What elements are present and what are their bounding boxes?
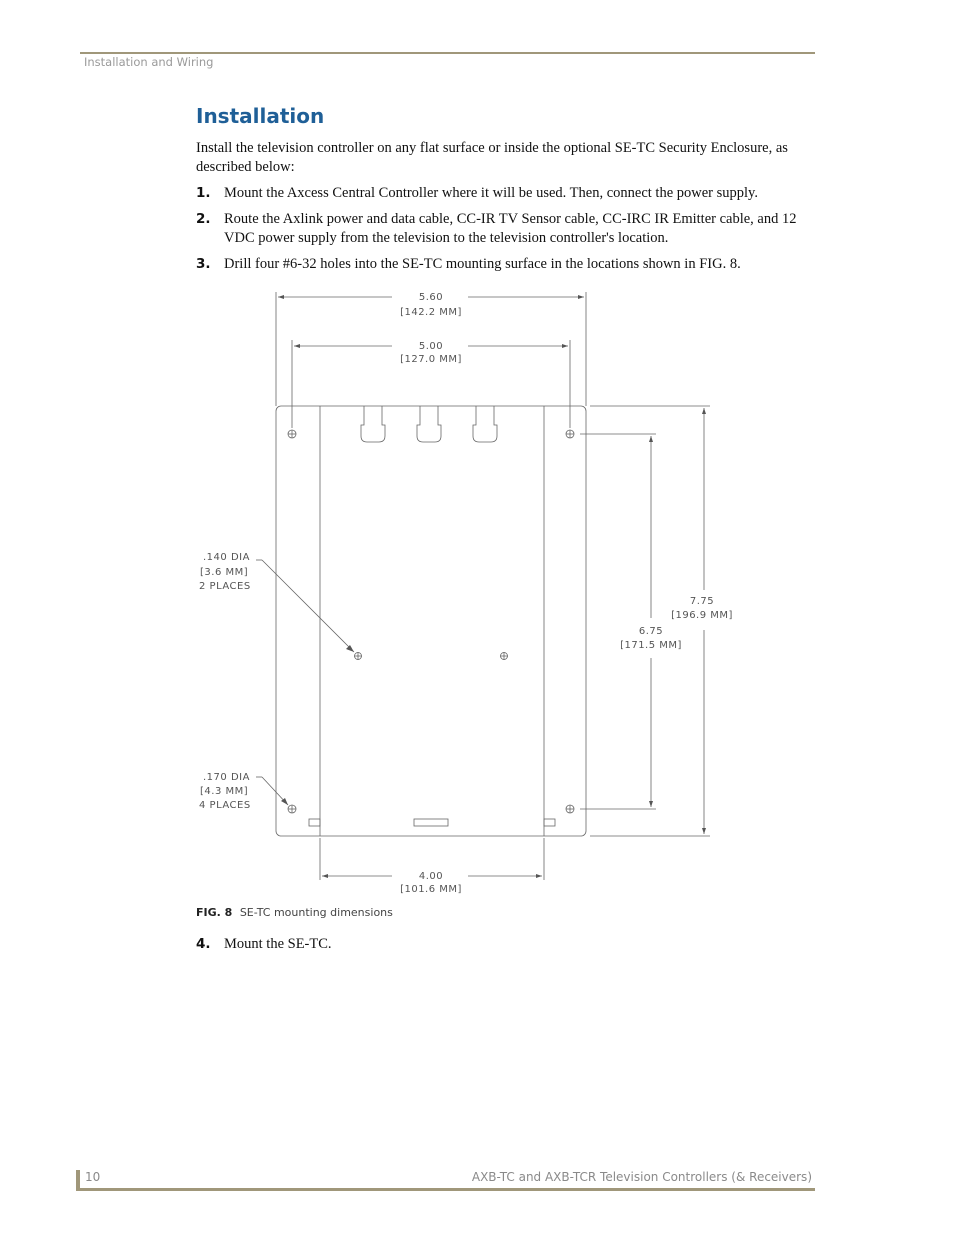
- drawing-svg: [190, 285, 750, 905]
- figure-caption-text: SE-TC mounting dimensions: [239, 906, 393, 919]
- hole-large-places: 4 PLACES: [199, 800, 251, 811]
- dim-width-inner-mm: [101.6 MM]: [400, 884, 462, 895]
- mounting-hole: [288, 805, 296, 813]
- footer-rule: [80, 1188, 815, 1191]
- mounting-hole: [566, 805, 574, 813]
- hole-large-mm: [4.3 MM]: [200, 786, 249, 797]
- connector-notch: [361, 406, 385, 442]
- step-4: [196, 935, 821, 954]
- footer-doc-title: AXB-TC and AXB-TCR Television Controllers (& Receivers): [471, 1170, 812, 1184]
- step-1: [196, 184, 821, 203]
- step-text: Mount the Axcess Central Controller where it will be used. Then, connect the power supply.: [224, 185, 758, 201]
- step-2: [196, 210, 821, 248]
- dim-width-holes: 5.00: [418, 341, 444, 352]
- step-text: Drill four #6-32 holes into the SE-TC mounting surface in the locations shown in FIG. 8.: [224, 256, 741, 272]
- connector-notch: [417, 406, 441, 442]
- intro-paragraph: Install the television controller on any flat surface or inside the optional SE-TC Security Enclosure, as described below:: [196, 140, 788, 175]
- step-number: 2.: [196, 211, 211, 227]
- dim-width-inner: 4.00: [418, 871, 444, 882]
- figure-label: FIG. 8: [196, 906, 233, 919]
- slot: [309, 819, 320, 826]
- dim-height-total: 7.75: [689, 596, 715, 607]
- dim-width-holes-mm: [127.0 MM]: [400, 354, 462, 365]
- dim-width-total-mm: [142.2 MM]: [400, 307, 462, 318]
- page-number: 10: [85, 1170, 101, 1184]
- header-rule: [80, 52, 815, 54]
- slot: [544, 819, 555, 826]
- dim-width-total: 5.60: [418, 292, 444, 303]
- running-header: Installation and Wiring: [84, 55, 214, 69]
- mounting-dimensions-drawing: [190, 285, 750, 905]
- mounting-hole: [566, 430, 574, 438]
- step-text: Mount the SE-TC.: [224, 936, 332, 952]
- step-number: 3.: [196, 256, 211, 272]
- dim-height-holes-mm: [171.5 MM]: [620, 640, 682, 651]
- dim-height-total-mm: [196.9 MM]: [671, 610, 733, 621]
- step-number: 4.: [196, 936, 211, 952]
- step-number: 1.: [196, 185, 211, 201]
- connector-notch: [473, 406, 497, 442]
- mounting-hole-small: [354, 652, 362, 660]
- hole-small-places: 2 PLACES: [199, 581, 251, 592]
- section-title: Installation: [196, 104, 325, 128]
- step-3: [196, 255, 821, 274]
- step-text: Route the Axlink power and data cable, CC-IR TV Sensor cable, CC-IRC IR Emitter cable, and 12 VDC power supply from the television to the television controller's location.: [224, 211, 797, 246]
- slot: [414, 819, 448, 826]
- hole-small-dia: .140 DIA: [203, 552, 250, 563]
- hole-small-mm: [3.6 MM]: [200, 567, 249, 578]
- dim-height-holes: 6.75: [638, 626, 664, 637]
- mounting-hole-small: [500, 652, 508, 660]
- mounting-hole: [288, 430, 296, 438]
- hole-large-dia: .170 DIA: [203, 772, 250, 783]
- figure-caption: [196, 906, 393, 919]
